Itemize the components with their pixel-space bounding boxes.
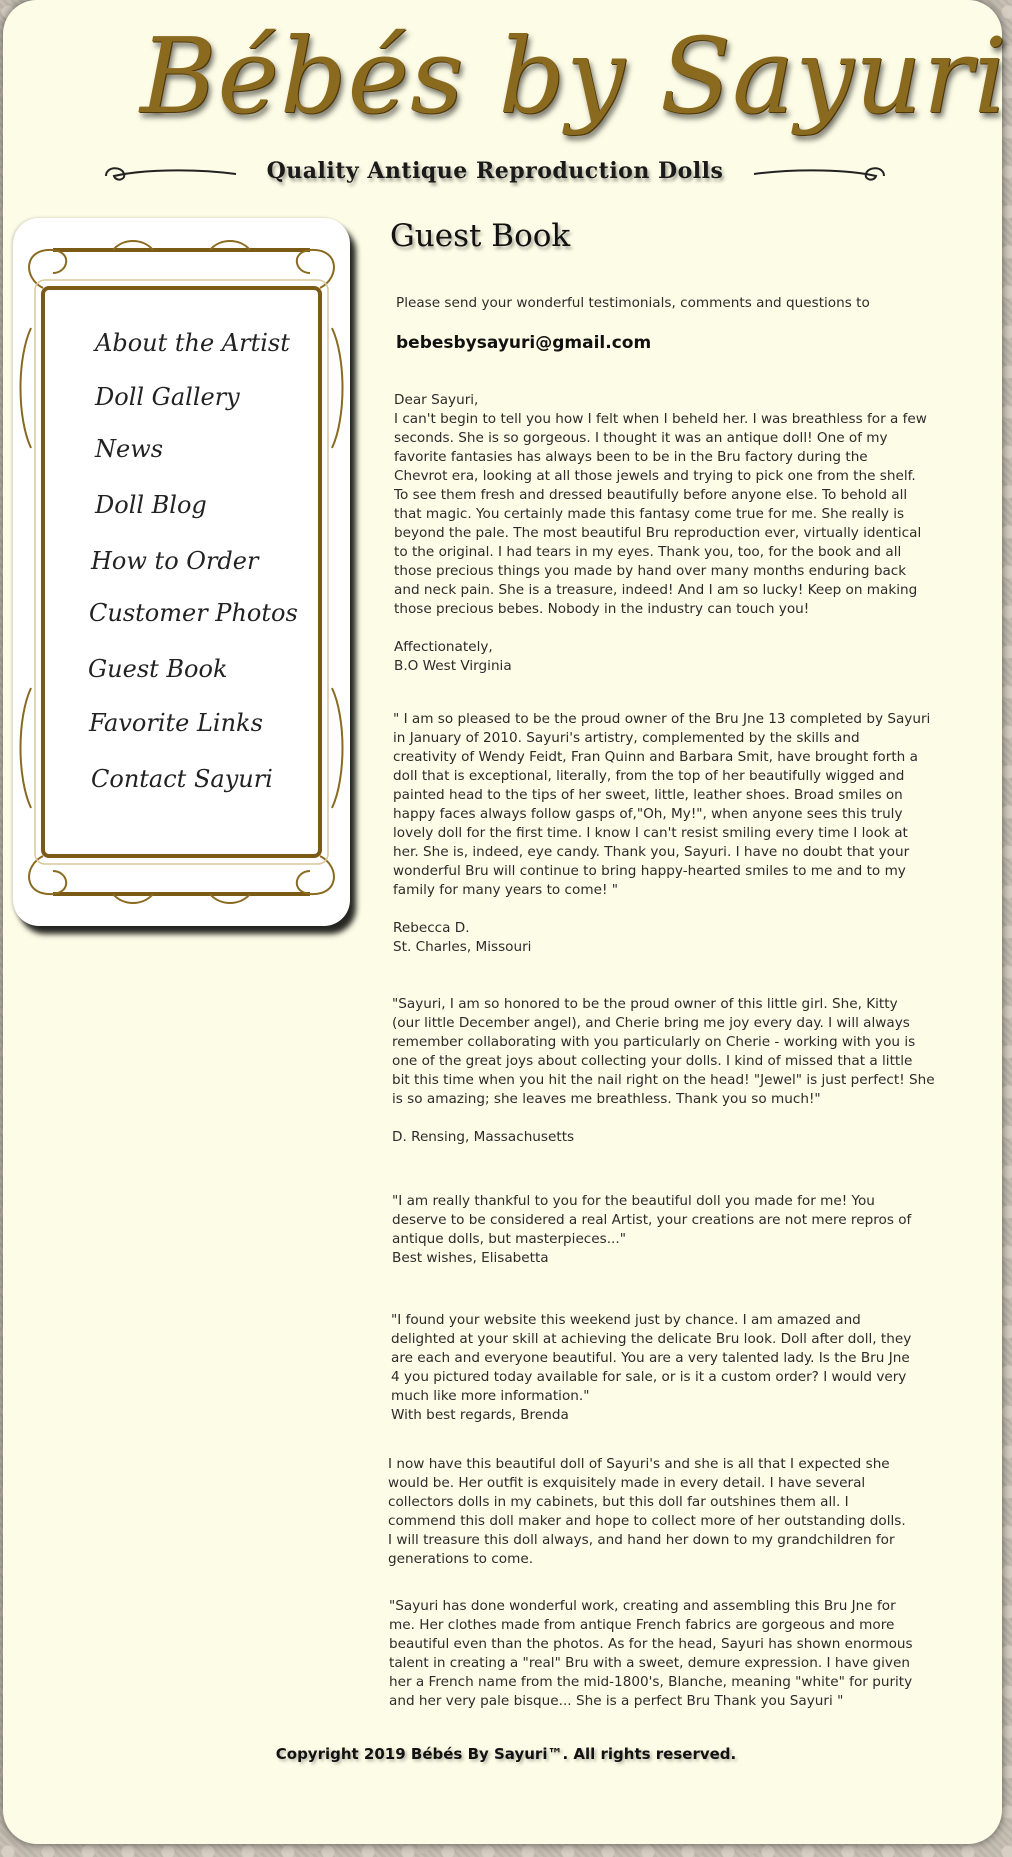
entry-line: B.O West Virginia	[394, 658, 512, 674]
site-logo[interactable]: Bébés by Sayuri	[140, 15, 1008, 137]
entry-line	[393, 900, 930, 919]
page-title: Guest Book	[390, 218, 571, 254]
entry-line: those precious bebes. Nobody in the industry can touch you!	[394, 601, 810, 617]
right-flourish-icon	[750, 162, 890, 186]
entry-line: much like more information."	[391, 1388, 590, 1404]
guest-entry	[389, 1597, 913, 1711]
entry-line: beautiful even than the photos. As for the head, Sayuri has shown enormous	[389, 1636, 913, 1652]
nav-item-doll-blog[interactable]: Doll Blog	[95, 491, 207, 519]
entry-line: and neck pain. She is a treasure, indeed! And I am so lucky! Keep on making	[394, 582, 918, 598]
entry-line: bit this time when you hit the nail right on the head! "Jewel" is just perfect! She	[392, 1072, 935, 1088]
entry-line: Affectionately,	[394, 639, 493, 655]
entry-line: commend this doll maker and hope to collect more of her outstanding dolls.	[388, 1513, 906, 1529]
entry-line: "I am really thankful to you for the beautiful doll you made for me! You	[392, 1193, 875, 1209]
entry-line: I will treasure this doll always, and hand her down to my grandchildren for	[388, 1532, 895, 1548]
entry-line: To see them fresh and dressed beautifully before anyone else. To behold all	[394, 487, 908, 503]
entry-line: are each and everyone beautiful. You are a very talented lady. Is the Bru Jne	[391, 1350, 910, 1366]
entry-line	[394, 619, 927, 638]
entry-line: painted head to the tips of her sweet, little, leather shoes. Broad smiles on	[393, 787, 903, 803]
tagline-row	[100, 156, 890, 192]
guest-entry	[393, 710, 930, 957]
entry-line: in January of 2010. Sayuri's artistry, complemented by the skills and	[393, 730, 860, 746]
entry-line: I can't begin to tell you how I felt when I beheld her. I was breathless for a few	[394, 411, 927, 427]
entry-line: that magic. You certainly made this fantasy come true for me. She really is	[394, 506, 905, 522]
entry-line: is so amazing; she leaves me breathless. Thank you so much!"	[392, 1091, 821, 1107]
entry-line: would be. Her outfit is exquisitely made in every detail. I have several	[388, 1475, 866, 1491]
guest-entry	[392, 995, 935, 1147]
guest-entry	[391, 1311, 911, 1425]
entry-line: her. She is, indeed, eye candy. Thank you, Sayuri. I have no doubt that your	[393, 844, 910, 860]
entry-line: 4 you pictured today available for sale, or is it a custom order? I would very	[391, 1369, 907, 1385]
guest-entry	[388, 1455, 906, 1569]
entry-line: to the original. I had tears in my eyes. Thank you, too, for the book and all	[394, 544, 902, 560]
nav-item-favorite-links[interactable]: Favorite Links	[89, 709, 263, 737]
entry-line: "Sayuri has done wonderful work, creating and assembling this Bru Jne for	[389, 1598, 896, 1614]
nav-item-how-to-order[interactable]: How to Order	[91, 547, 259, 575]
entry-line: family for many years to come! "	[393, 882, 618, 898]
entry-line: me. Her clothes made from antique French fabrics are gorgeous and more	[389, 1617, 895, 1633]
entry-line: I now have this beautiful doll of Sayuri's and she is all that I expected she	[388, 1456, 890, 1472]
entry-line: beyond the pale. The most beautiful Bru reproduction ever, virtually identical	[394, 525, 922, 541]
entry-line: wonderful Bru will continue to bring happy-hearted smiles to me and to my	[393, 863, 906, 879]
entry-line: creativity of Wendy Feidt, Fran Quinn and Barbara Smit, have brought forth a	[393, 749, 918, 765]
entry-line: lovely doll for the first time. I know I can't resist smiling every time I look at	[393, 825, 908, 841]
entry-line: those precious things you made by hand over many months enduring back	[394, 563, 907, 579]
nav-item-contact-sayuri[interactable]: Contact Sayuri	[91, 765, 273, 793]
entry-line: "Sayuri, I am so honored to be the proud owner of this little girl. She, Kitty	[392, 996, 898, 1012]
nav-item-customer-photos[interactable]: Customer Photos	[89, 599, 298, 627]
entry-line: generations to come.	[388, 1551, 534, 1567]
nav-item-guest-book[interactable]: Guest Book	[88, 655, 228, 683]
entry-line: collectors dolls in my cabinets, but this doll far outshines them all. I	[388, 1494, 849, 1510]
entry-line	[392, 1109, 935, 1128]
entry-line: Best wishes, Elisabetta	[392, 1250, 549, 1266]
entry-line: favorite fantasies has always been to be in the Bru factory during the	[394, 449, 868, 465]
entry-line: delighted at your skill at achieving the delicate Bru look. Doll after doll, they	[391, 1331, 912, 1347]
intro-text: Please send your wonderful testimonials, comments and questions to	[396, 295, 870, 311]
entry-line: her a French name from the mid-1800's, Blanche, meaning "white" for purity	[389, 1674, 913, 1690]
nav-list	[13, 218, 350, 926]
entry-line: happy faces always follow gasps of,"Oh, My!", when anyone sees this truly	[393, 806, 903, 822]
entry-line: "I found your website this weekend just by chance. I am amazed and	[391, 1312, 861, 1328]
entry-line: talent in creating a "real" Bru with a sweet, demure expression. I have given	[389, 1655, 910, 1671]
entry-line: Dear Sayuri,	[394, 392, 479, 408]
entry-line: one of the great joys about collecting your dolls. I kind of missed that a little	[392, 1053, 913, 1069]
entry-line: remember collaborating with you particularly on Cherie - working with you is	[392, 1034, 916, 1050]
guest-entry	[392, 1192, 911, 1268]
entry-line: Rebecca D.	[393, 920, 470, 936]
email-link[interactable]: bebesbysayuri@gmail.com	[396, 333, 652, 353]
entry-line: With best regards, Brenda	[391, 1407, 569, 1423]
entry-line: St. Charles, Missouri	[393, 939, 532, 955]
entry-line: deserve to be considered a real Artist, your creations are not mere repros of	[392, 1212, 912, 1228]
nav-item-doll-gallery[interactable]: Doll Gallery	[95, 383, 240, 411]
entry-line: (our little December angel), and Cherie bring me joy every day. I will always	[392, 1015, 910, 1031]
entry-line: and her very pale bisque... She is a perfect Bru Thank you Sayuri "	[389, 1693, 844, 1709]
entry-line: " I am so pleased to be the proud owner of the Bru Jne 13 completed by Sayuri	[393, 711, 931, 727]
entry-line: D. Rensing, Massachusetts	[392, 1129, 575, 1145]
footer-copyright: Copyright 2019 Bébés By Sayuri™. All rights reserved.	[275, 1745, 737, 1763]
left-flourish-icon	[100, 162, 240, 186]
entry-line: seconds. She is so gorgeous. I thought it was an antique doll! One of my	[394, 430, 888, 446]
entry-line: antique dolls, but masterpieces..."	[392, 1231, 626, 1247]
sidebar-nav	[13, 218, 350, 926]
entry-line: doll that is exceptional, literally, from the top of her beautifully wigged and	[393, 768, 905, 784]
nav-item-news[interactable]: News	[95, 435, 164, 463]
guest-entry	[394, 391, 927, 676]
entry-line: Chevrot era, looking at all those jewels and trying to pick one from the shelf.	[394, 468, 916, 484]
nav-item-about-the-artist[interactable]: About the Artist	[95, 329, 290, 357]
site-tagline: Quality Antique Reproduction Dolls	[266, 158, 724, 184]
